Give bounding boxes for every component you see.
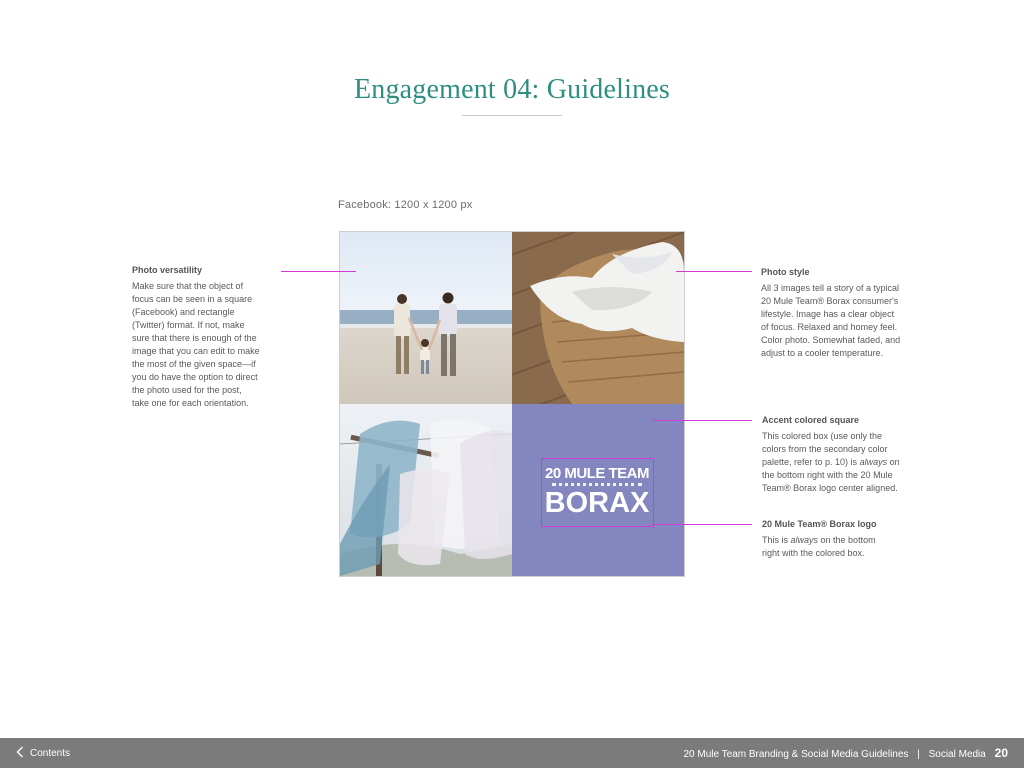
note-heading: 20 Mule Team® Borax logo	[762, 519, 877, 529]
note-line: lifestyle. Image has a clear object	[761, 309, 895, 319]
title-underline	[462, 115, 562, 116]
logo-top-text: 20 MULE TEAM	[544, 465, 649, 482]
note-line	[762, 534, 927, 547]
logo-bottom-text: BORAX	[544, 487, 650, 519]
note-line: This colored box (use only the	[762, 431, 883, 441]
facebook-image-grid	[339, 231, 685, 577]
callout-line-photo-versatility	[281, 271, 356, 272]
contents-link[interactable]	[16, 746, 70, 761]
note-heading: Accent colored square	[762, 415, 860, 425]
note-line: sure that there is enough of the	[132, 333, 257, 343]
note-text: palette, refer to p. 10) is	[762, 457, 858, 467]
note-line: the bottom right with the 20 Mule	[762, 470, 893, 480]
accent-colored-square	[512, 404, 684, 576]
note-line	[762, 456, 927, 469]
callout-line-accent-square	[653, 420, 752, 421]
note-line: adjust to a cooler temperature.	[761, 348, 884, 358]
note-emphasis: always	[859, 457, 888, 467]
chevron-left-icon	[16, 746, 24, 761]
beach-family-photo	[340, 232, 512, 404]
note-line: image that you can edit to make	[132, 346, 260, 356]
note-line: colors from the secondary color	[762, 444, 888, 454]
footer-bar	[0, 738, 1024, 768]
note-line: the photo used for the post,	[132, 385, 242, 395]
note-line: take one for each orientation.	[132, 398, 249, 408]
note-line: 20 Mule Team® Borax consumer's	[761, 296, 899, 306]
note-line: Team® Borax logo center aligned.	[762, 483, 898, 493]
note-line: right with the colored box.	[762, 548, 865, 558]
contents-label: Contents	[30, 748, 71, 759]
laundry-basket-photo	[512, 232, 684, 404]
note-heading: Photo versatility	[132, 265, 203, 275]
page-number: 20	[994, 746, 1008, 760]
note-line: of focus. Relaxed and homey feel.	[761, 322, 898, 332]
note-borax-logo	[762, 518, 927, 560]
note-line: you do have the option to direct	[132, 372, 258, 382]
note-photo-style	[761, 266, 931, 360]
clothesline-photo	[340, 404, 512, 576]
note-text: on	[887, 457, 900, 467]
note-line: focus can be seen in a square	[132, 294, 253, 304]
note-line: (Facebook) and rectangle	[132, 307, 235, 317]
callout-line-photo-style	[676, 271, 752, 272]
note-line: All 3 images tell a story of a typical	[761, 283, 900, 293]
note-text: This is	[762, 535, 791, 545]
note-line: Make sure that the object of	[132, 281, 244, 291]
note-accent-square	[762, 414, 927, 495]
note-photo-versatility	[132, 264, 282, 410]
footer-doc-title: 20 Mule Team Branding & Social Media Guidelines	[683, 749, 909, 760]
note-heading: Photo style	[761, 267, 810, 277]
note-text: on the bottom	[818, 535, 876, 545]
note-line: Color photo. Somewhat faded, and	[761, 335, 901, 345]
note-emphasis: always	[790, 535, 819, 545]
note-line: (Twitter) format. If not, make	[132, 320, 245, 330]
footer-info	[683, 746, 1008, 760]
note-line: the most of the given space—if	[132, 359, 256, 369]
borax-logo	[541, 458, 654, 527]
callout-line-borax-logo	[652, 524, 752, 525]
footer-separator: |	[917, 749, 920, 760]
page-title: Engagement 04: Guidelines	[353, 74, 671, 105]
format-label: Facebook: 1200 x 1200 px	[338, 199, 473, 211]
footer-section: Social Media	[928, 749, 986, 760]
